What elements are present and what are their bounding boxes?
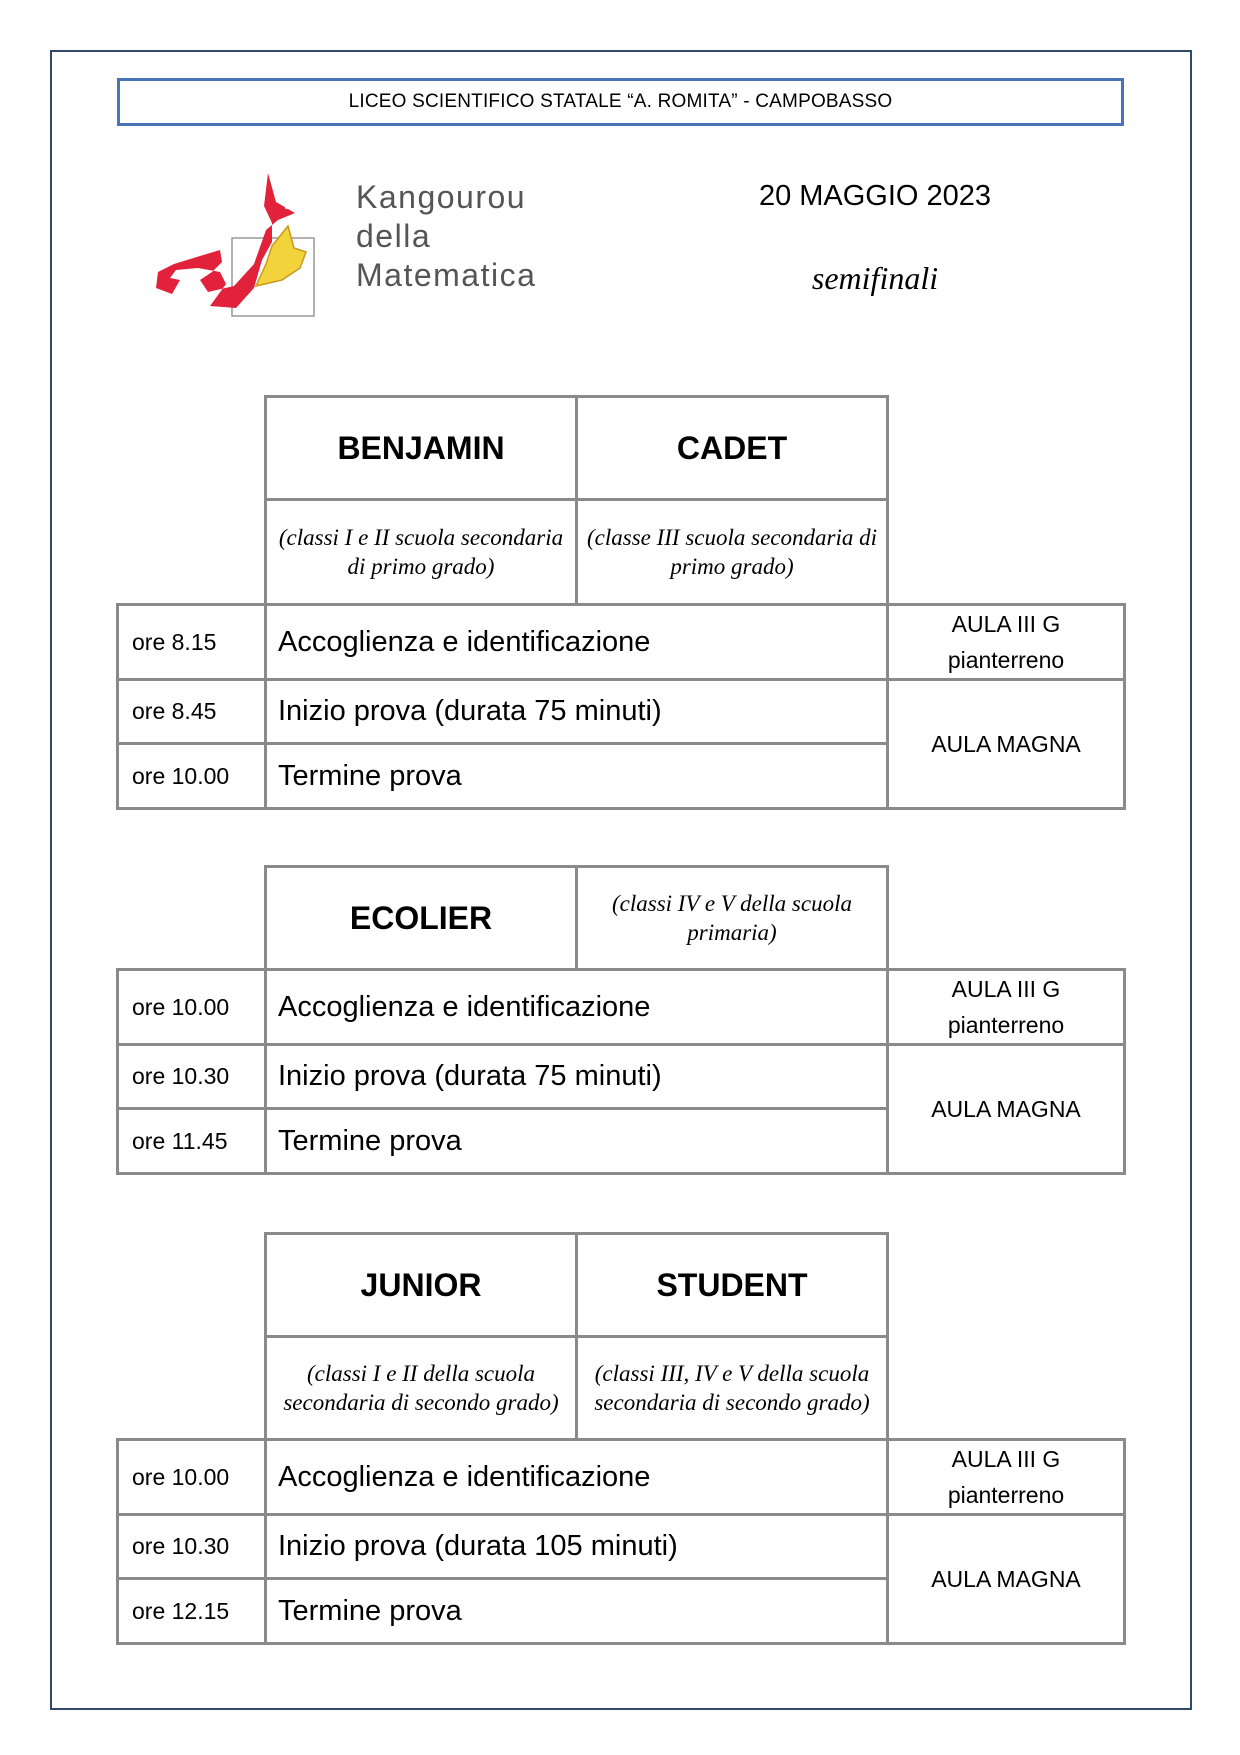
activity-cell: Accoglienza e identificazione xyxy=(264,968,889,1046)
kangaroo-logo-icon xyxy=(150,168,350,318)
category-name: CADET xyxy=(575,395,889,501)
time-cell: ore 8.45 xyxy=(116,678,267,745)
category-description: (classi IV e V della scuola primaria) xyxy=(575,865,889,971)
activity-cell: Termine prova xyxy=(264,1577,889,1645)
category-description: (classi I e II scuola secondaria di primo grado) xyxy=(264,498,578,606)
activity-cell: Inizio prova (durata 75 minuti) xyxy=(264,678,889,745)
category-description: (classi III, IV e V della scuola secondaria di secondo grado) xyxy=(575,1335,889,1441)
room-cell: AULA MAGNA xyxy=(886,678,1126,810)
activity-cell: Inizio prova (durata 75 minuti) xyxy=(264,1043,889,1110)
logo-line-1: Kangourou xyxy=(356,179,527,215)
category-name: STUDENT xyxy=(575,1232,889,1338)
category-name: BENJAMIN xyxy=(264,395,578,501)
event-date: 20 MAGGIO 2023 xyxy=(758,180,992,212)
time-cell: ore 10.30 xyxy=(116,1043,267,1110)
activity-cell: Termine prova xyxy=(264,1107,889,1175)
time-cell: ore 8.15 xyxy=(116,603,267,681)
room-cell: AULA III G pianterreno xyxy=(886,1438,1126,1516)
time-cell: ore 10.00 xyxy=(116,968,267,1046)
event-phase: semifinali xyxy=(811,260,939,296)
room-cell: AULA MAGNA xyxy=(886,1513,1126,1645)
logo-line-2: della xyxy=(356,218,432,254)
activity-cell: Inizio prova (durata 105 minuti) xyxy=(264,1513,889,1580)
activity-cell: Accoglienza e identificazione xyxy=(264,603,889,681)
logo xyxy=(150,168,570,328)
logo-text xyxy=(356,178,536,295)
school-banner: LICEO SCIENTIFICO STATALE “A. ROMITA” - CAMPOBASSO xyxy=(117,78,1124,126)
category-description: (classi I e II della scuola secondaria di secondo grado) xyxy=(264,1335,578,1441)
room-cell: AULA MAGNA xyxy=(886,1043,1126,1175)
time-cell: ore 12.15 xyxy=(116,1577,267,1645)
activity-cell: Termine prova xyxy=(264,742,889,810)
time-cell: ore 10.00 xyxy=(116,1438,267,1516)
category-description: (classe III scuola secondaria di primo grado) xyxy=(575,498,889,606)
category-name: ECOLIER xyxy=(264,865,578,971)
room-cell: AULA III G pianterreno xyxy=(886,968,1126,1046)
room-cell: AULA III G pianterreno xyxy=(886,603,1126,681)
time-cell: ore 10.30 xyxy=(116,1513,267,1580)
activity-cell: Accoglienza e identificazione xyxy=(264,1438,889,1516)
category-name: JUNIOR xyxy=(264,1232,578,1338)
logo-line-3: Matematica xyxy=(356,257,537,293)
time-cell: ore 11.45 xyxy=(116,1107,267,1175)
time-cell: ore 10.00 xyxy=(116,742,267,810)
